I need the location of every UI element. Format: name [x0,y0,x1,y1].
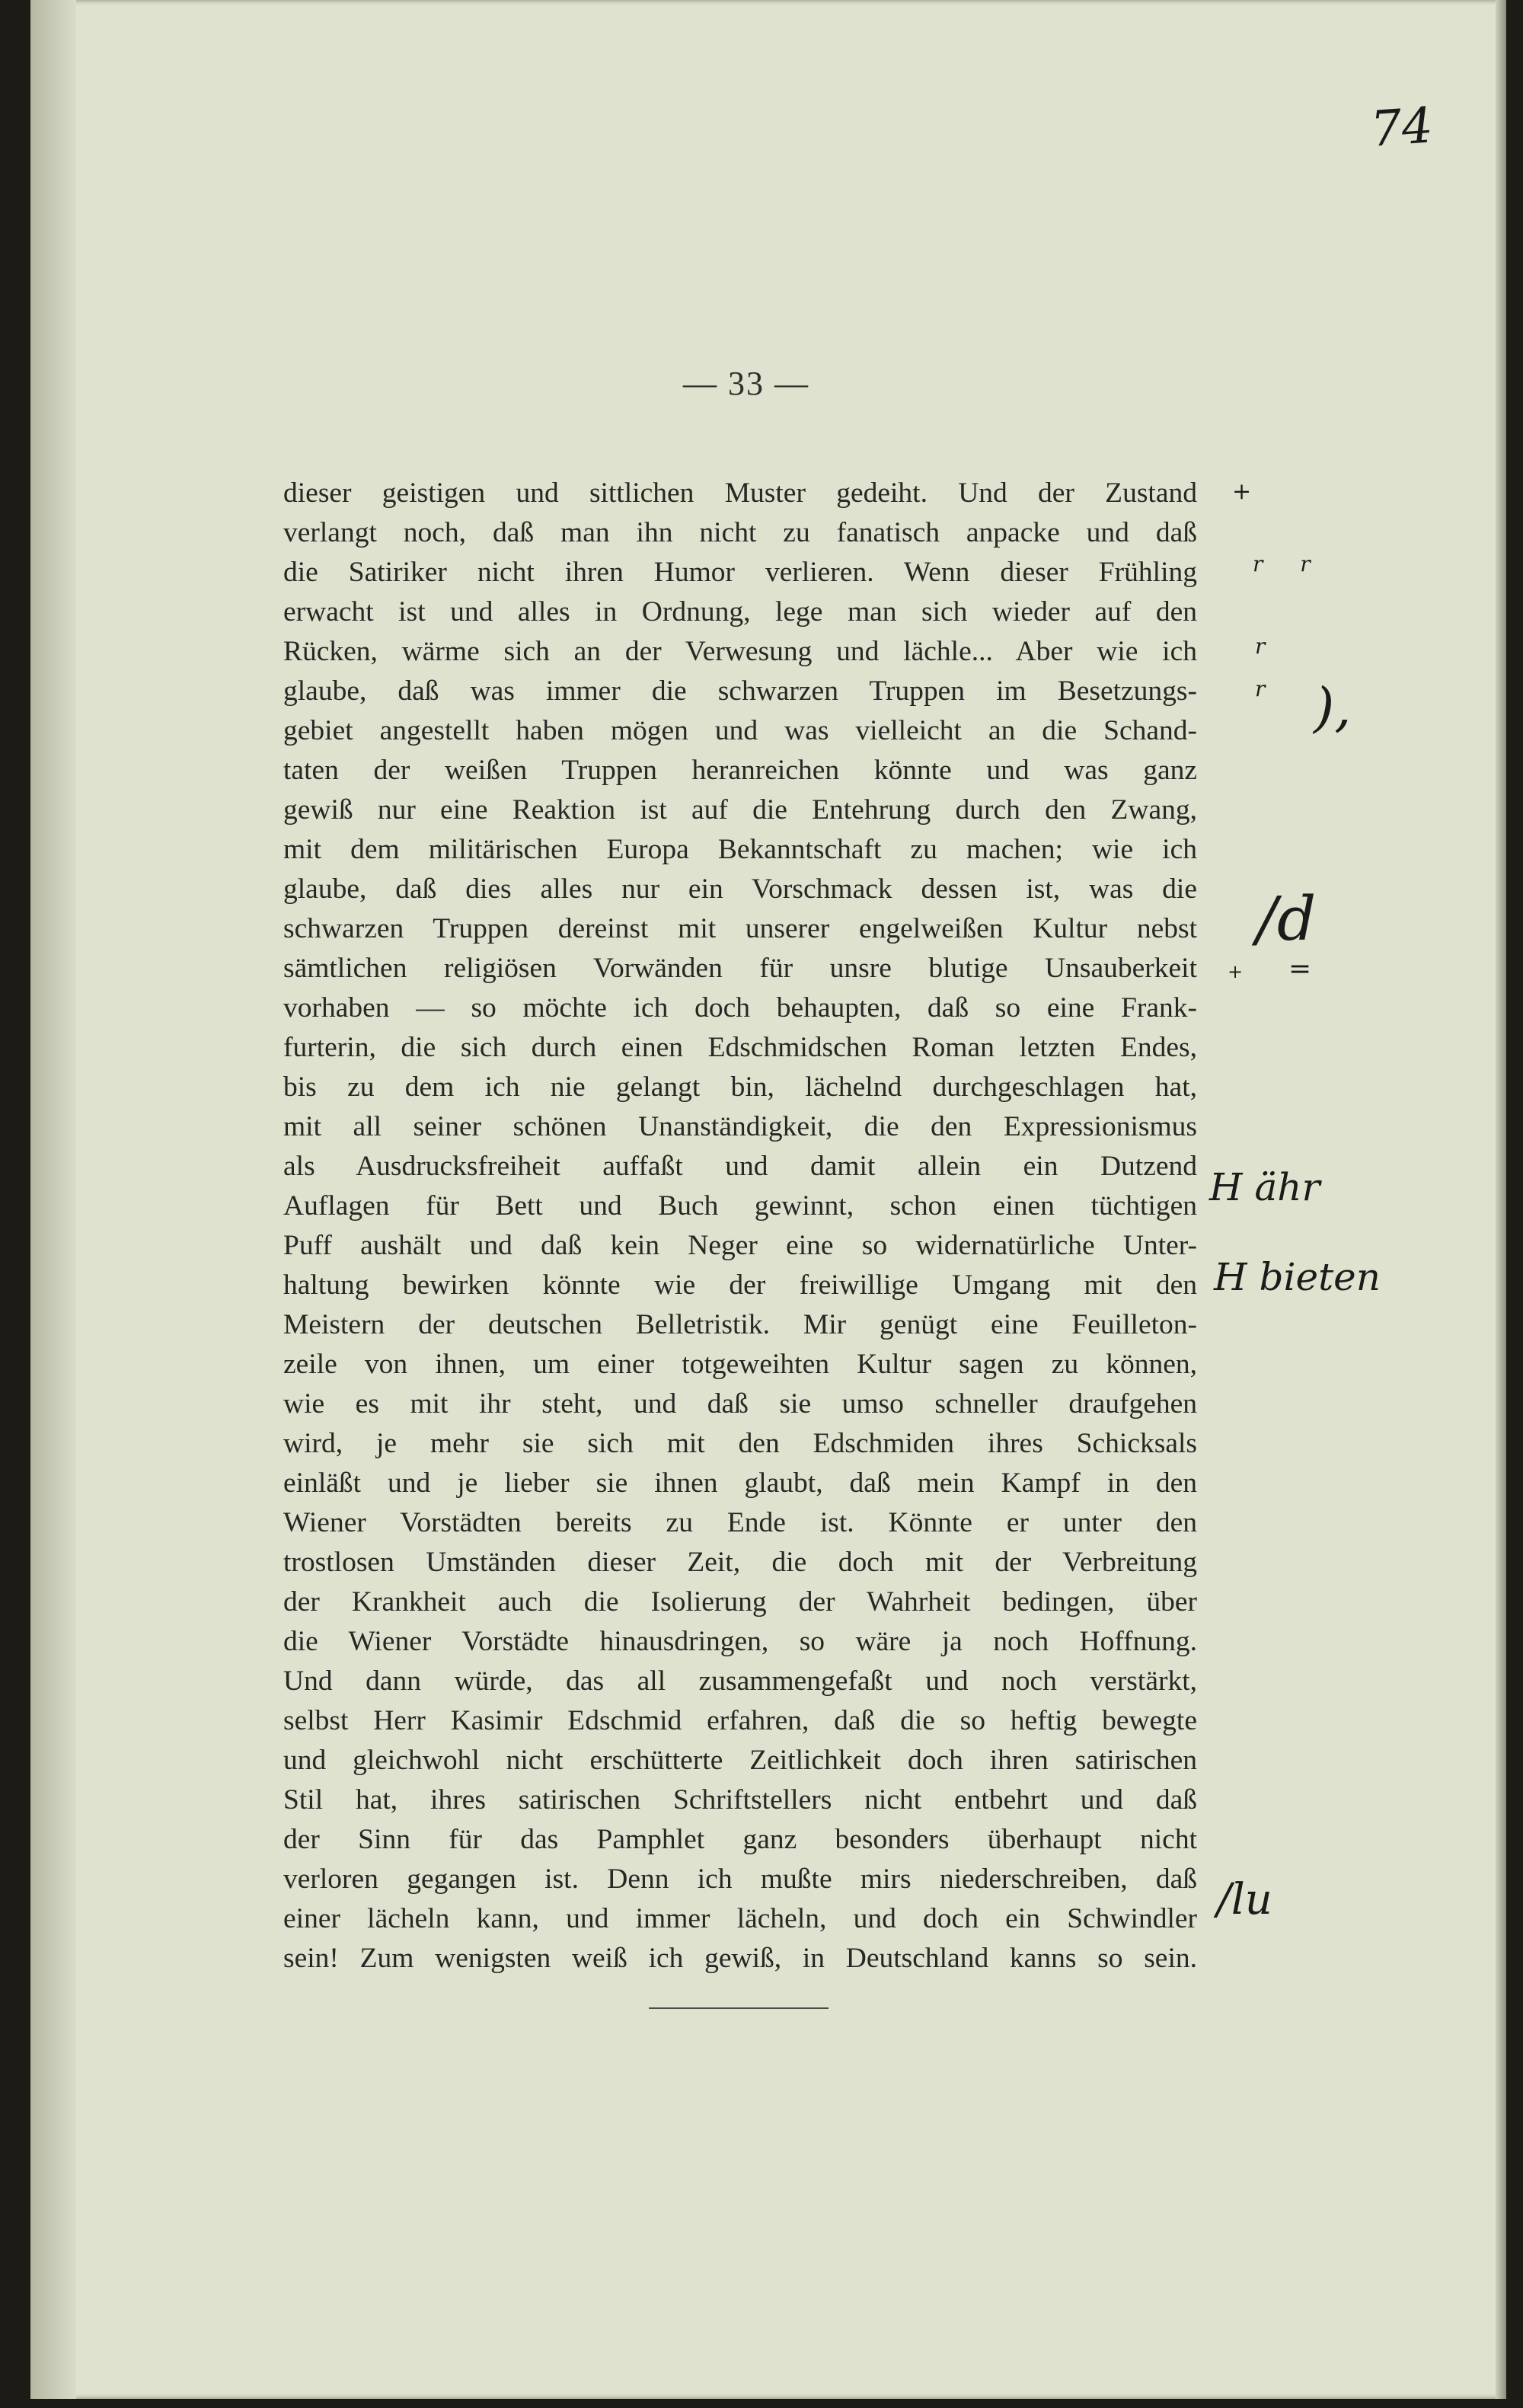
margin-note-5: ), [1314,676,1352,739]
margin-note-10: H bieten [1214,1255,1381,1299]
text-line: dieser geistigen und sittlichen Muster gedeiht. Und der Zustand [283,477,1197,509]
text-line: die Wiener Vorstädte hinausdringen, so wäre ja noch Hoffnung. [283,1626,1197,1657]
text-line: glaube, daß dies alles nur ein Vorschmack dessen ist, was die [283,873,1197,905]
text-line: glaube, daß was immer die schwarzen Truppen im Besetzungs- [283,675,1197,707]
margin-note-9: H ähr [1209,1165,1320,1209]
page-number: — 33 — [683,365,809,402]
text-line: furterin, die sich durch einen Edschmidschen Roman letzten Endes, [283,1032,1197,1063]
folio-number: 74 [1368,97,1435,158]
margin-note-8: = [1288,953,1312,985]
margin-note-1: + [1232,478,1252,505]
text-line: mit dem militärischen Europa Bekanntschaft zu machen; wie ich [283,834,1197,865]
text-line: und gleichwohl nicht erschütterte Zeitlichkeit doch ihren satirischen [283,1745,1197,1776]
closing-rule [649,2007,829,2009]
text-line: als Ausdrucksfreiheit auffaßt und damit allein ein Dutzend [283,1151,1197,1182]
text-line: zeile von ihnen, um einer totgeweihten Kultur sagen zu können, [283,1349,1197,1380]
text-line: Stil hat, ihres satirischen Schriftstellers nicht entbehrt und daß [283,1784,1197,1816]
text-line: Puff aushält und daß kein Neger eine so widernatürliche Unter- [283,1230,1197,1261]
text-line: schwarzen Truppen dereinst mit unserer engelweißen Kultur nebst [283,913,1197,944]
text-line: gewiß nur eine Reaktion ist auf die Entehrung durch den Zwang, [283,794,1197,826]
text-line: wie es mit ihr steht, und daß sie umso schneller draufgehen [283,1388,1197,1420]
text-line: sein! Zum wenigsten weiß ich gewiß, in Deutschland kanns so sein. [283,1943,1197,1974]
text-line: der Sinn für das Pamphlet ganz besonders überhaupt nicht [283,1824,1197,1855]
page-edge [1496,0,1506,2399]
margin-note-4: r [1255,676,1266,701]
text-line: Und dann würde, das all zusammengefaßt und noch verstärkt, [283,1665,1197,1697]
text-line: Rücken, wärme sich an der Verwesung und lächle... Aber wie ich [283,636,1197,667]
text-line: Auflagen für Bett und Buch gewinnt, schon einen tüchtigen [283,1190,1197,1222]
text-line: haltung bewirken könnte wie der freiwillige Umgang mit den [283,1269,1197,1301]
binding-shadow [30,0,76,2399]
text-line: bis zu dem ich nie gelangt bin, lächelnd durchgeschlagen hat, [283,1071,1197,1103]
margin-note-2: r r [1253,551,1326,576]
text-line: sämtlichen religiösen Vorwänden für unsre blutige Unsauberkeit [283,953,1197,984]
text-line: einer lächeln kann, und immer lächeln, und doch ein Schwindler [283,1903,1197,1934]
text-line: gebiet angestellt haben mögen und was vielleicht an die Schand- [283,715,1197,746]
text-line: selbst Herr Kasimir Edschmid erfahren, daß die so heftig bewegte [283,1705,1197,1736]
text-line: wird, je mehr sie sich mit den Edschmiden ihres Schicksals [283,1428,1197,1459]
text-line: verloren gegangen ist. Denn ich mußte mirs niederschreiben, daß [283,1863,1197,1895]
text-line: der Krankheit auch die Isolierung der Wahrheit bedingen, über [283,1586,1197,1618]
margin-note-7: + [1228,961,1244,982]
text-line: trostlosen Umständen dieser Zeit, die doch mit der Verbreitung [283,1547,1197,1578]
body-text [283,474,1197,1978]
text-line: taten der weißen Truppen heranreichen könnte und was ganz [283,755,1197,786]
margin-note-6: /d [1256,883,1317,954]
text-line: Wiener Vorstädten bereits zu Ende ist. Könnte er unter den [283,1507,1197,1538]
text-line: Meistern der deutschen Belletristik. Mir genügt eine Feuilleton- [283,1309,1197,1340]
text-line: einläßt und je lieber sie ihnen glaubt, daß mein Kampf in den [283,1467,1197,1499]
text-line: mit all seiner schönen Unanständigkeit, die den Expressionismus [283,1111,1197,1142]
margin-note-3: r [1255,634,1266,659]
text-line: die Satiriker nicht ihren Humor verlieren. Wenn dieser Frühling [283,557,1197,588]
text-line: verlangt noch, daß man ihn nicht zu fanatisch anpacke und daß [283,517,1197,548]
text-line: vorhaben — so möchte ich doch behaupten, daß so eine Frank- [283,992,1197,1024]
margin-note-11: /lu [1217,1875,1272,1924]
text-line: erwacht ist und alles in Ordnung, lege man sich wieder auf den [283,596,1197,628]
